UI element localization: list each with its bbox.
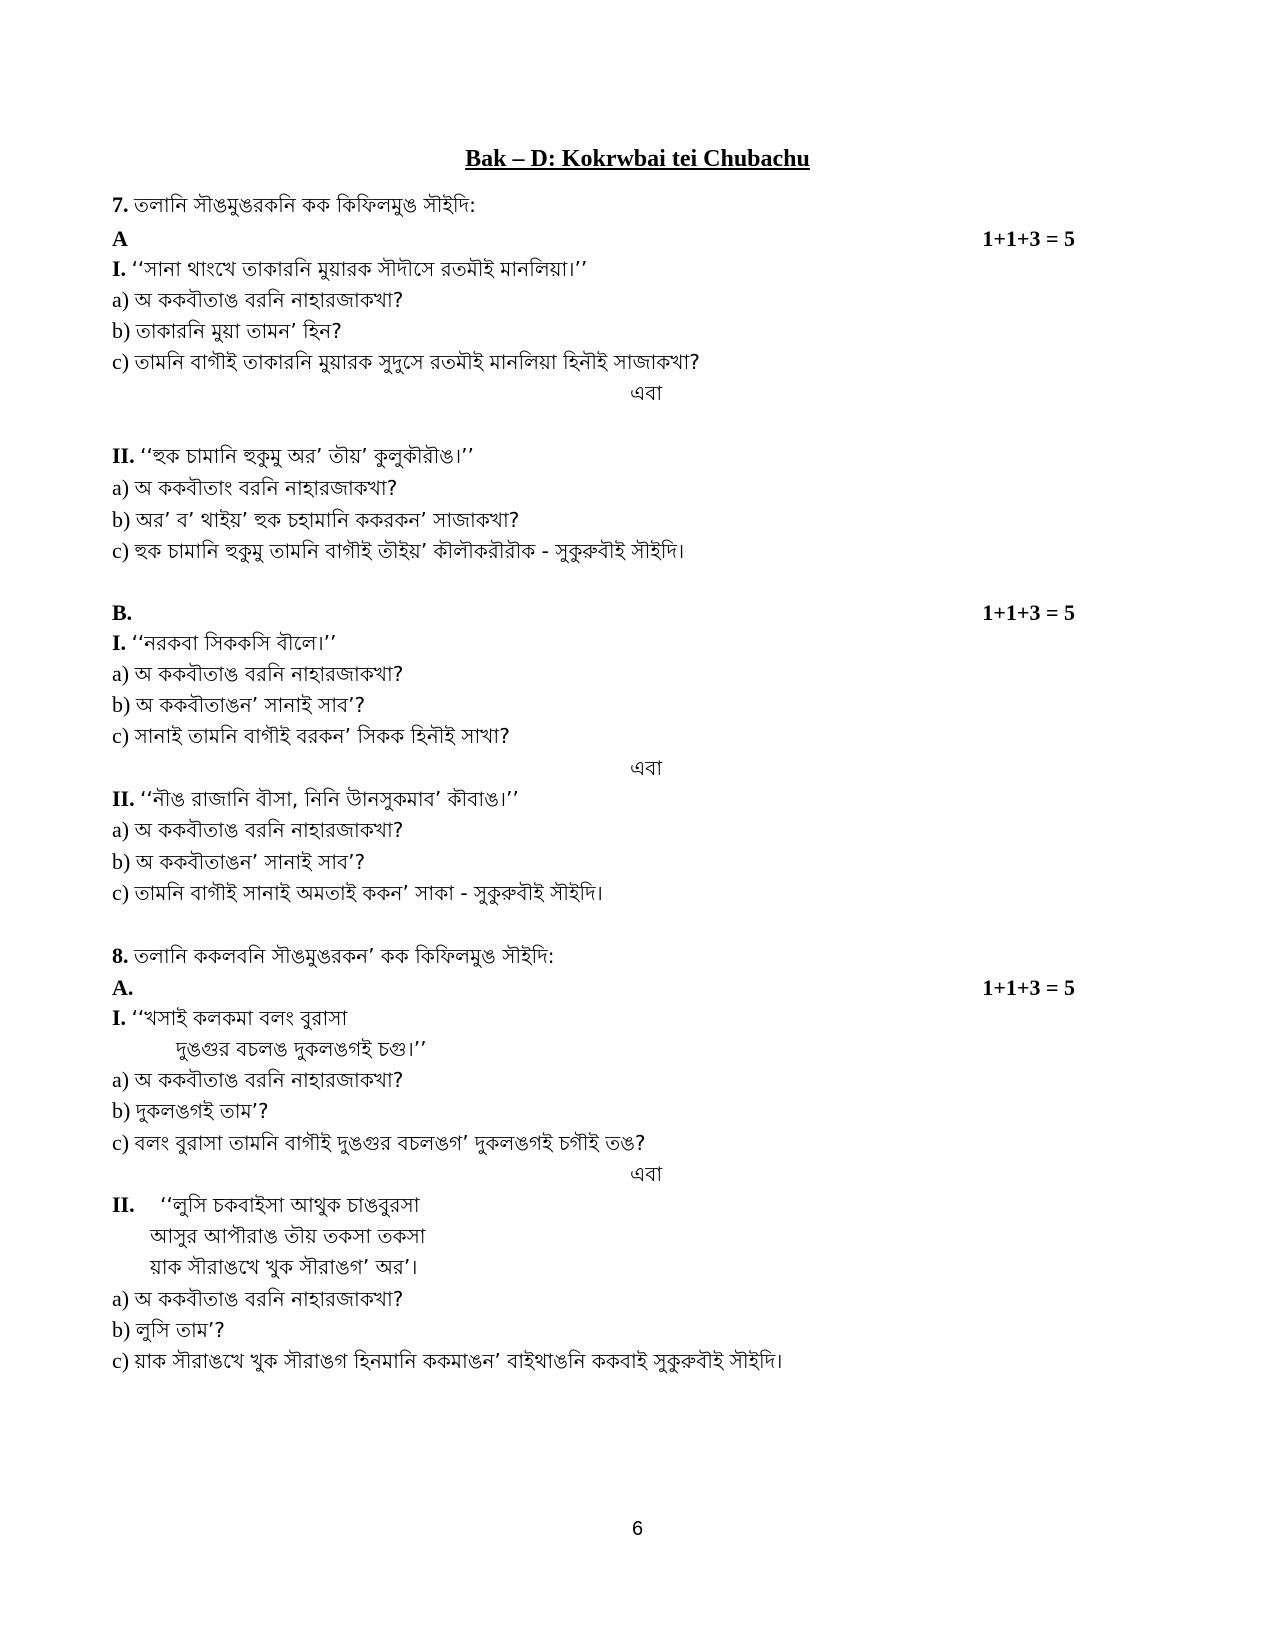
question-text: তলানি ককলবনি সৗঙমুঙরকন’ কক কিফিলমুঙ সৗইদি: (134, 944, 555, 968)
quote-continuation: আসুর আপৗরাঙ তৗয় তকসা তকসা (150, 1224, 426, 1248)
marks: 1+1+3 = 5 (982, 975, 1075, 1000)
part-label: A. (112, 975, 134, 1000)
option-line: c) য়াক সৗরাঙখে খুক সৗরাঙগ হিনমানি ককমাঙন’ বাইথাঙনি ককবাই সুকুরুবৗই সৗইদি। (112, 1348, 783, 1373)
option-line: c) বলং বুরাসা তামনি বাগৗই দুঙগুর বচলঙগ’ দুকলঙগই চগৗই তঙ? (112, 1130, 646, 1155)
question-7 (112, 190, 476, 220)
or-separator: এবা (630, 756, 663, 780)
option-line: b) অর’ ব’ থাইয়’ হুক চহামানি ককরকন’ সাজাকখা? (112, 507, 520, 532)
question-text: তলানি সৗঙমুঙরকনি কক কিফিলমুঙ সৗইদি: (134, 193, 476, 217)
part-label: A (112, 226, 128, 251)
option-line: a) অ ককবৗতাঙ বরনি নাহারজাকখা? (112, 1067, 404, 1092)
quote-continuation: দুঙগুর বচলঙ দুকলঙগই চগু।’’ (176, 1037, 427, 1061)
question-number: 8. (112, 943, 129, 968)
question-number: 7. (112, 192, 129, 217)
or-separator: এবা (630, 1162, 663, 1186)
option-line: b) অ ককবৗতাঙন’ সানাই সাব’? (112, 692, 366, 717)
option-line: a) অ ককবৗতাং বরনি নাহারজাকখা? (112, 475, 398, 500)
option-line: c) তামনি বাগৗই তাকারনি মুয়ারক সুদুসে রতমৗই মানলিয়া হিনৗই সাজাকখা? (112, 349, 700, 374)
page-number: 6 (631, 1518, 644, 1540)
option-line: b) দুকলঙগই তাম’? (112, 1098, 269, 1123)
marks: 1+1+3 = 5 (982, 600, 1075, 625)
quote-line: I. ‘‘সানা থাংখে তাকারনি মুয়ারক সৗদৗসে রতমৗই মানলিয়া।’’ (112, 256, 588, 281)
option-line: c) হুক চামানি হুকুমু তামনি বাগৗই তৗইয়’ কৗলৗকরৗরৗক - সুকুরুবৗই সৗইদি। (112, 538, 685, 563)
option-line: b) অ ককবৗতাঙন’ সানাই সাব’? (112, 849, 366, 874)
option-line: b) তাকারনি মুয়া তামন’ হিন? (112, 318, 342, 343)
section-title: Bak – D: Kokrwbai tei Chubachu (465, 146, 810, 172)
option-line: a) অ ককবৗতাঙ বরনি নাহারজাকখা? (112, 661, 404, 686)
option-line: a) অ ককবৗতাঙ বরনি নাহারজাকখা? (112, 1286, 404, 1311)
option-line: b) লুসি তাম’? (112, 1317, 225, 1342)
quote-line: II. ‘‘হুক চামানি হুকুমু অর’ তৗয়’ কুলুকৗরৗঙ।’’ (112, 443, 474, 468)
quote-line: II. ‘‘নৗঙ রাজানি বৗসা, নিনি উানসুকমাব’ কৗবাঙ।’’ (112, 786, 519, 811)
option-line: c) সানাই তামনি বাগৗই বরকন’ সিকক হিনৗই সাখা? (112, 723, 510, 748)
option-line: a) অ ককবৗতাঙ বরনি নাহারজাকখা? (112, 817, 404, 842)
quote-line: I. ‘‘নরকবা সিককসি বৗলে।’’ (112, 630, 337, 655)
part-label: B. (112, 600, 133, 625)
quote-line: II. ‘‘লুসি চকবাইসা আথুক চাঙবুরসা (112, 1192, 420, 1217)
quote-continuation: য়াক সৗরাঙখে খুক সৗরাঙগ’ অর’। (150, 1255, 418, 1279)
marks: 1+1+3 = 5 (982, 226, 1075, 251)
quote-line: I. ‘‘খসাই কলকমা বলং বুরাসা (112, 1005, 348, 1030)
option-line: c) তামনি বাগৗই সানাই অমতাই ককন’ সাকা - সুকুরুবৗই সৗইদি। (112, 880, 603, 905)
option-line: a) অ ককবৗতাঙ বরনি নাহারজাকখা? (112, 287, 404, 312)
question-8 (112, 941, 555, 971)
or-separator: এবা (630, 381, 663, 405)
